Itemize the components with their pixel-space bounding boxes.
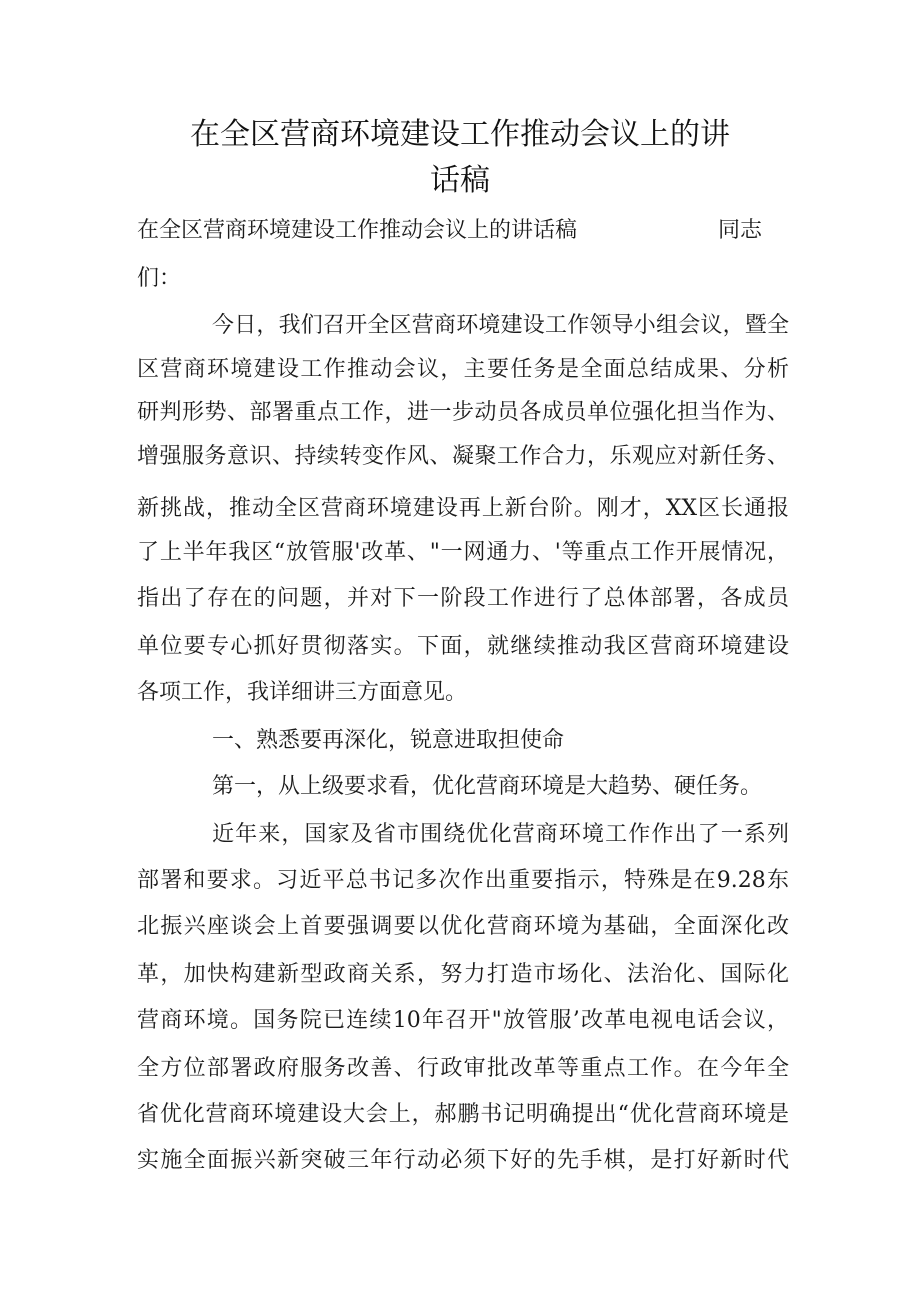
- document-salutation: 们：: [137, 266, 182, 291]
- paragraph-line: 新挑战，推动全区营商环境建设再上新台阶。刚才，XX区长通报: [137, 496, 789, 521]
- paragraph-line: 营商环境。国务院已连续10年召开"放管服’改革电视电话会议，: [137, 1008, 789, 1033]
- paragraph-line: 今日，我们召开全区营商环境建设工作领导小组会议，暨全: [212, 313, 789, 338]
- paragraph-line: 全方位部署政府服务改善、行政审批改革等重点工作。在今年全: [137, 1056, 789, 1081]
- paragraph-line: 省优化营商环境建设大会上，郝鹏书记明确提出“优化营商环境是: [137, 1102, 789, 1127]
- subsection-heading: 第一，从上级要求看，优化营商环境是大趋势、硬任务。: [212, 774, 763, 799]
- paragraph-line: 革，加快构建新型政商关系，努力打造市场化、法治化、国际化: [137, 962, 789, 987]
- paragraph-line: 增强服务意识、持续转变作风、凝聚工作合力，乐观应对新任务、: [137, 444, 789, 469]
- paragraph-line: 实施全面振兴新突破三年行动必须下好的先手棋，是打好新时代: [137, 1148, 789, 1173]
- document-title-line-2: 话稿: [430, 163, 490, 198]
- document-subtitle-addressee: 同志: [718, 218, 763, 243]
- document-title-line-1: 在全区营商环境建设工作推动会议上的讲: [190, 117, 730, 152]
- paragraph-line: 指出了存在的问题，并对下一阶段工作进行了总体部署，各成员: [137, 586, 789, 611]
- paragraph-line: 研判形势、部署重点工作，进一步动员各成员单位强化担当作为、: [137, 400, 789, 425]
- section-heading: 一、熟悉要再深化，锐意进取担使命: [212, 728, 565, 753]
- paragraph-line: 各项工作，我详细讲三方面意见。: [137, 680, 468, 705]
- paragraph-line: 北振兴座谈会上首要强调要以优化营商环境为基础，全面深化改: [137, 914, 789, 939]
- paragraph-line: 区营商环境建设工作推动会议，主要任务是全面总结成果、分析: [137, 357, 789, 382]
- paragraph-line: 了上半年我区“放管服'改革、"一网通力、'等重点工作开展情况，: [137, 540, 789, 565]
- paragraph-line: 部署和要求。习近平总书记多次作出重要指示，特殊是在9.28东: [137, 868, 789, 893]
- paragraph-line: 单位要专心抓好贯彻落实。下面，就继续推动我区营商环境建设: [137, 634, 789, 659]
- paragraph-line: 近年来，国家及省市围绕优化营商环境工作作出了一系列: [212, 822, 789, 847]
- document-subtitle: 在全区营商环境建设工作推动会议上的讲话稿: [137, 218, 578, 243]
